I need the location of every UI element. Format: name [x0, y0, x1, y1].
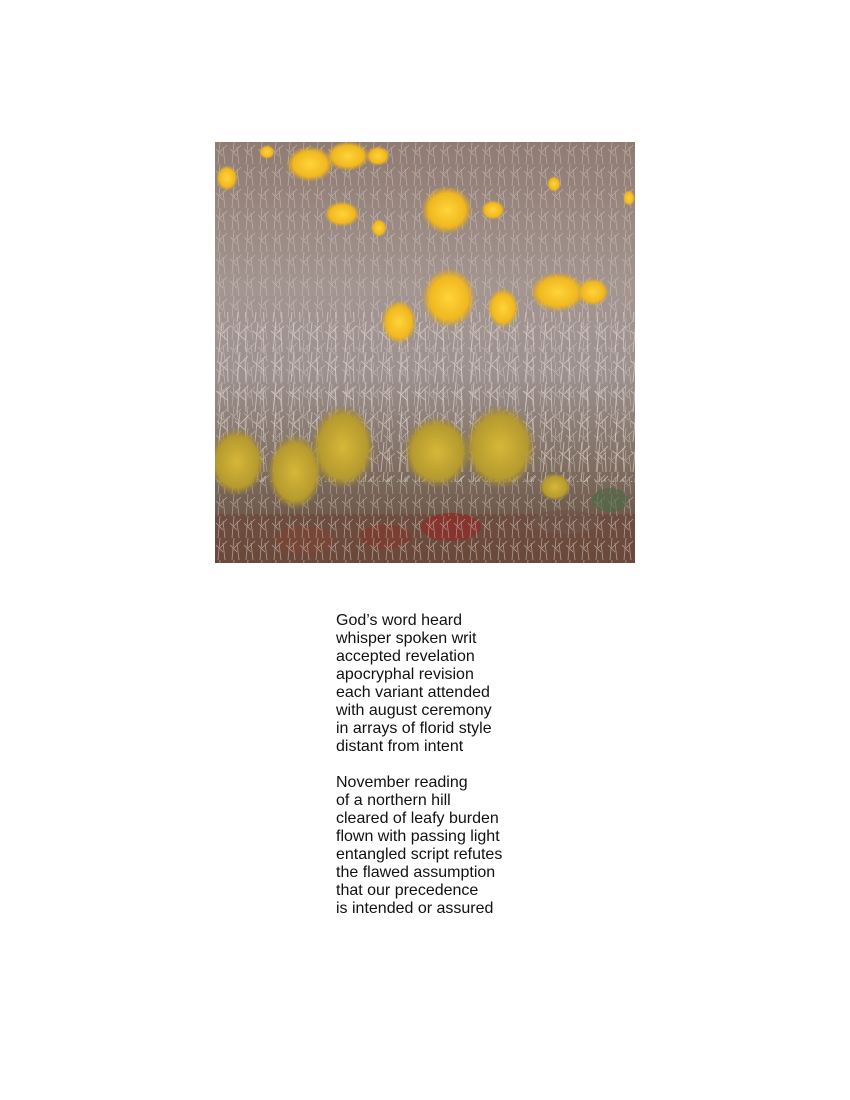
- poem-line: of a northern hill: [336, 792, 451, 809]
- poem-line: in arrays of florid style: [336, 720, 492, 737]
- poem-line: entangled script refutes: [336, 846, 503, 863]
- poem-line: whisper spoken writ: [336, 630, 477, 647]
- poem-line: each variant attended: [336, 684, 490, 701]
- poem-line: with august ceremony: [336, 702, 492, 719]
- poem-line: November reading: [336, 774, 468, 791]
- poem-line: flown with passing light: [336, 828, 500, 845]
- poem-line: distant from intent: [336, 738, 464, 755]
- poem-line: that our precedence: [336, 882, 479, 899]
- poem-line: God’s word heard: [336, 612, 462, 629]
- poem-line: cleared of leafy burden: [336, 810, 499, 827]
- poem-line: apocryphal revision: [336, 666, 474, 683]
- poem-line: the flawed assumption: [336, 864, 496, 881]
- poem-stanza-1: [336, 612, 636, 756]
- poem: [336, 612, 636, 918]
- poem-line: accepted revelation: [336, 648, 475, 665]
- poem-line: is intended or assured: [336, 900, 494, 917]
- poem-stanza-2: [336, 774, 636, 918]
- forest-photo: [215, 142, 635, 563]
